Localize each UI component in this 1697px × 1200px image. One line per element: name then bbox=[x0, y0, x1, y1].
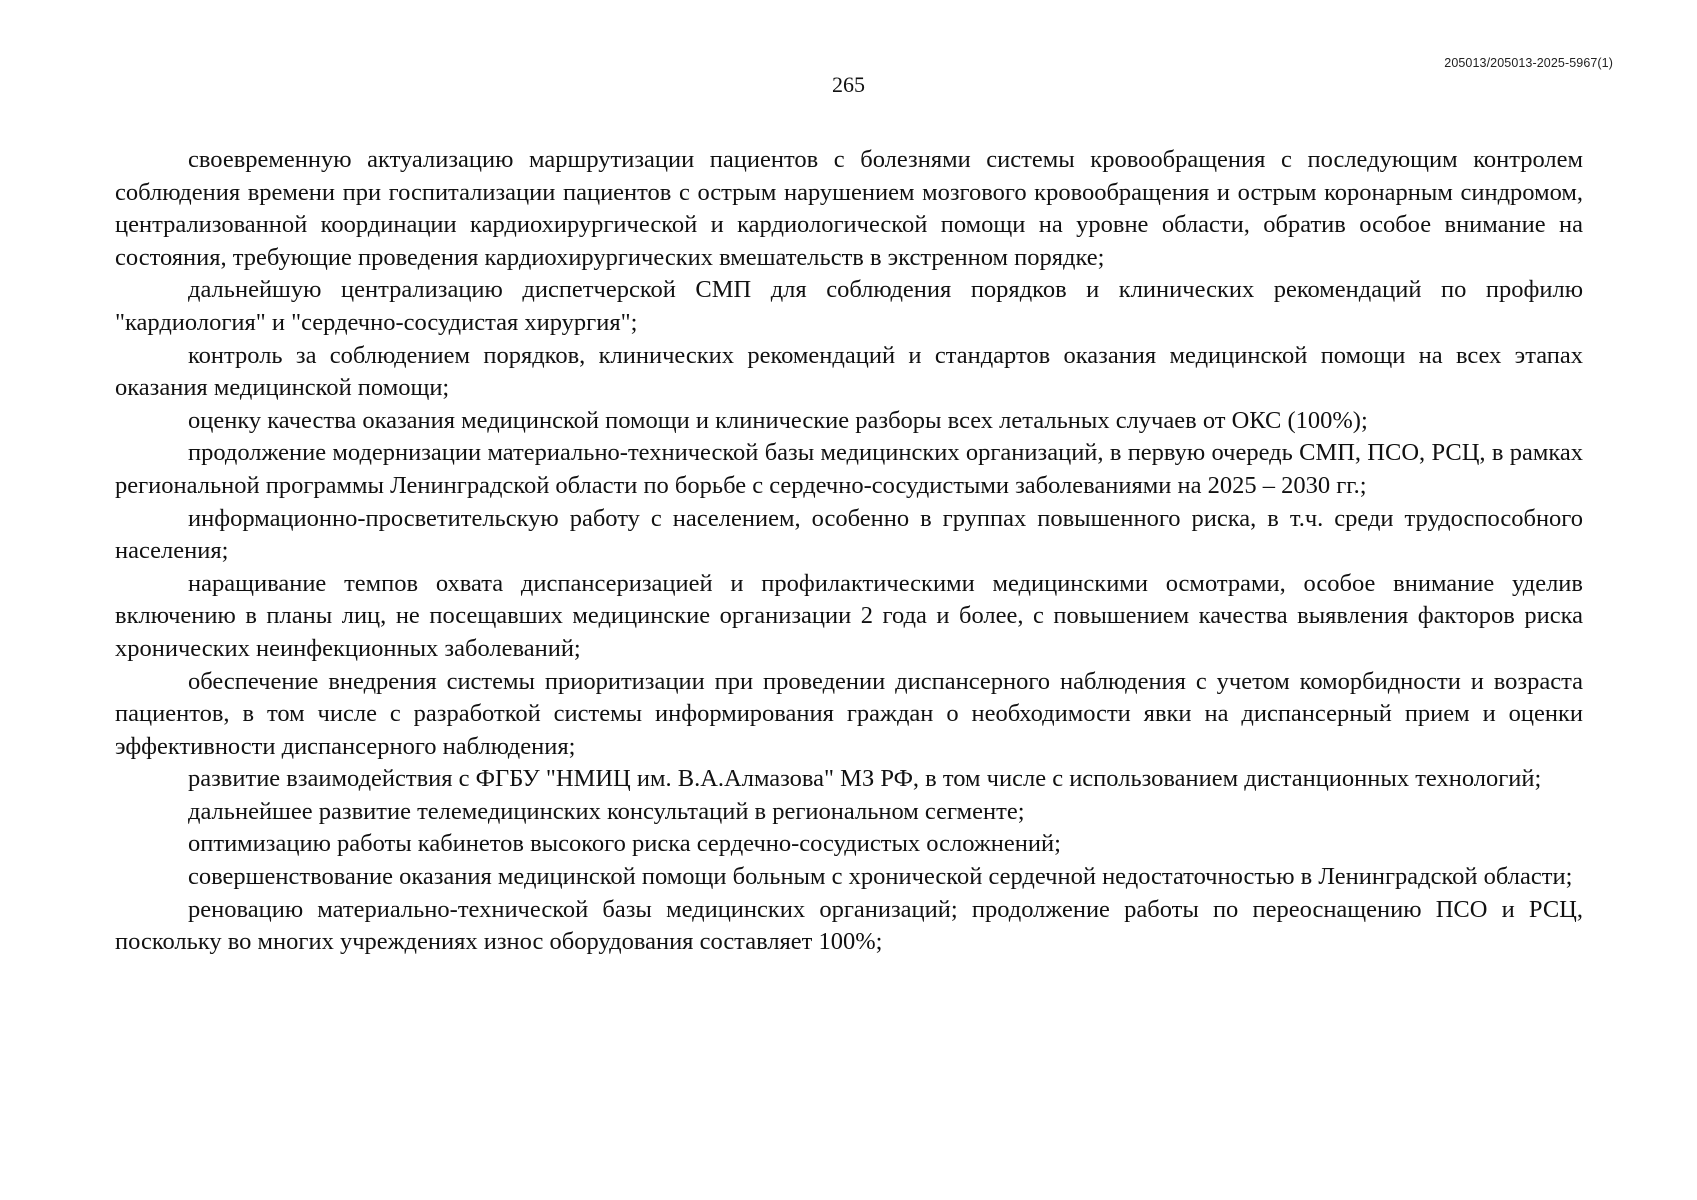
paragraph: информационно-просветительскую работу с населением, особенно в группах повышенного риска, в т.ч. среди трудоспособного населения; bbox=[115, 504, 1583, 565]
paragraph: оптимизацию работы кабинетов высокого риска сердечно-сосудистых осложнений; bbox=[188, 830, 1061, 858]
paragraph: своевременную актуализацию маршрутизации пациентов с болезнями системы кровообращения с последующим контролем соблюдения времени при госпитализации пациентов с острым нарушением мозгового кровообращения и острым коронарным синдромом, централизованной координации кардиохирургической и кардиологической помощи на уровне области, обратив особое внимание на состояния, требующие проведения кардиохирургических вмешательств в экстренном порядке; bbox=[115, 146, 1583, 271]
document-id: 205013/205013-2025-5967(1) bbox=[1444, 56, 1613, 70]
paragraph: наращивание темпов охвата диспансеризацией и профилактическими медицинскими осмотрами, особое внимание уделив включению в планы лиц, не посещавших медицинские организации 2 года и более, с повышением качества выявления факторов риска хронических неинфекционных заболеваний; bbox=[115, 569, 1583, 662]
body-text bbox=[115, 144, 1583, 959]
paragraph: совершенствование оказания медицинской помощи больным с хронической сердечной недостаточностью в Ленинградской области; bbox=[188, 863, 1573, 891]
paragraph: дальнейшее развитие телемедицинских консультаций в региональном сегменте; bbox=[188, 797, 1025, 825]
paragraph: оценку качества оказания медицинской помощи и клинические разборы всех летальных случаев от ОКС (100%); bbox=[188, 406, 1368, 434]
paragraph: развитие взаимодействия с ФГБУ "НМИЦ им. В.А.Алмазова" МЗ РФ, в том числе с использованием дистанционных технологий; bbox=[188, 765, 1542, 793]
paragraph: контроль за соблюдением порядков, клинических рекомендаций и стандартов оказания медицинской помощи на всех этапах оказания медицинской помощи; bbox=[115, 341, 1583, 402]
paragraph: обеспечение внедрения системы приоритизации при проведении диспансерного наблюдения с учетом коморбидности и возраста пациентов, в том числе с разработкой системы информирования граждан о необходимости явки на диспансерный прием и оценки эффективности диспансерного наблюдения; bbox=[115, 667, 1583, 760]
paragraph: продолжение модернизации материально-технической базы медицинских организаций, в первую очередь СМП, ПСО, РСЦ, в рамках региональной программы Ленинградской области по борьбе с сердечно-сосудистыми заболеваниями на 2025 – 2030 гг.; bbox=[115, 439, 1583, 499]
page-number: 265 bbox=[832, 72, 865, 97]
paragraph: реновацию материально-технической базы медицинских организаций; продолжение работы по переоснащению ПСО и РСЦ, поскольку во многих учреждениях износ оборудования составляет 100%; bbox=[115, 895, 1583, 956]
paragraph: дальнейшую централизацию диспетчерской СМП для соблюдения порядков и клинических рекомендаций по профилю "кардиология" и "сердечно-сосудистая хирургия"; bbox=[115, 276, 1583, 336]
